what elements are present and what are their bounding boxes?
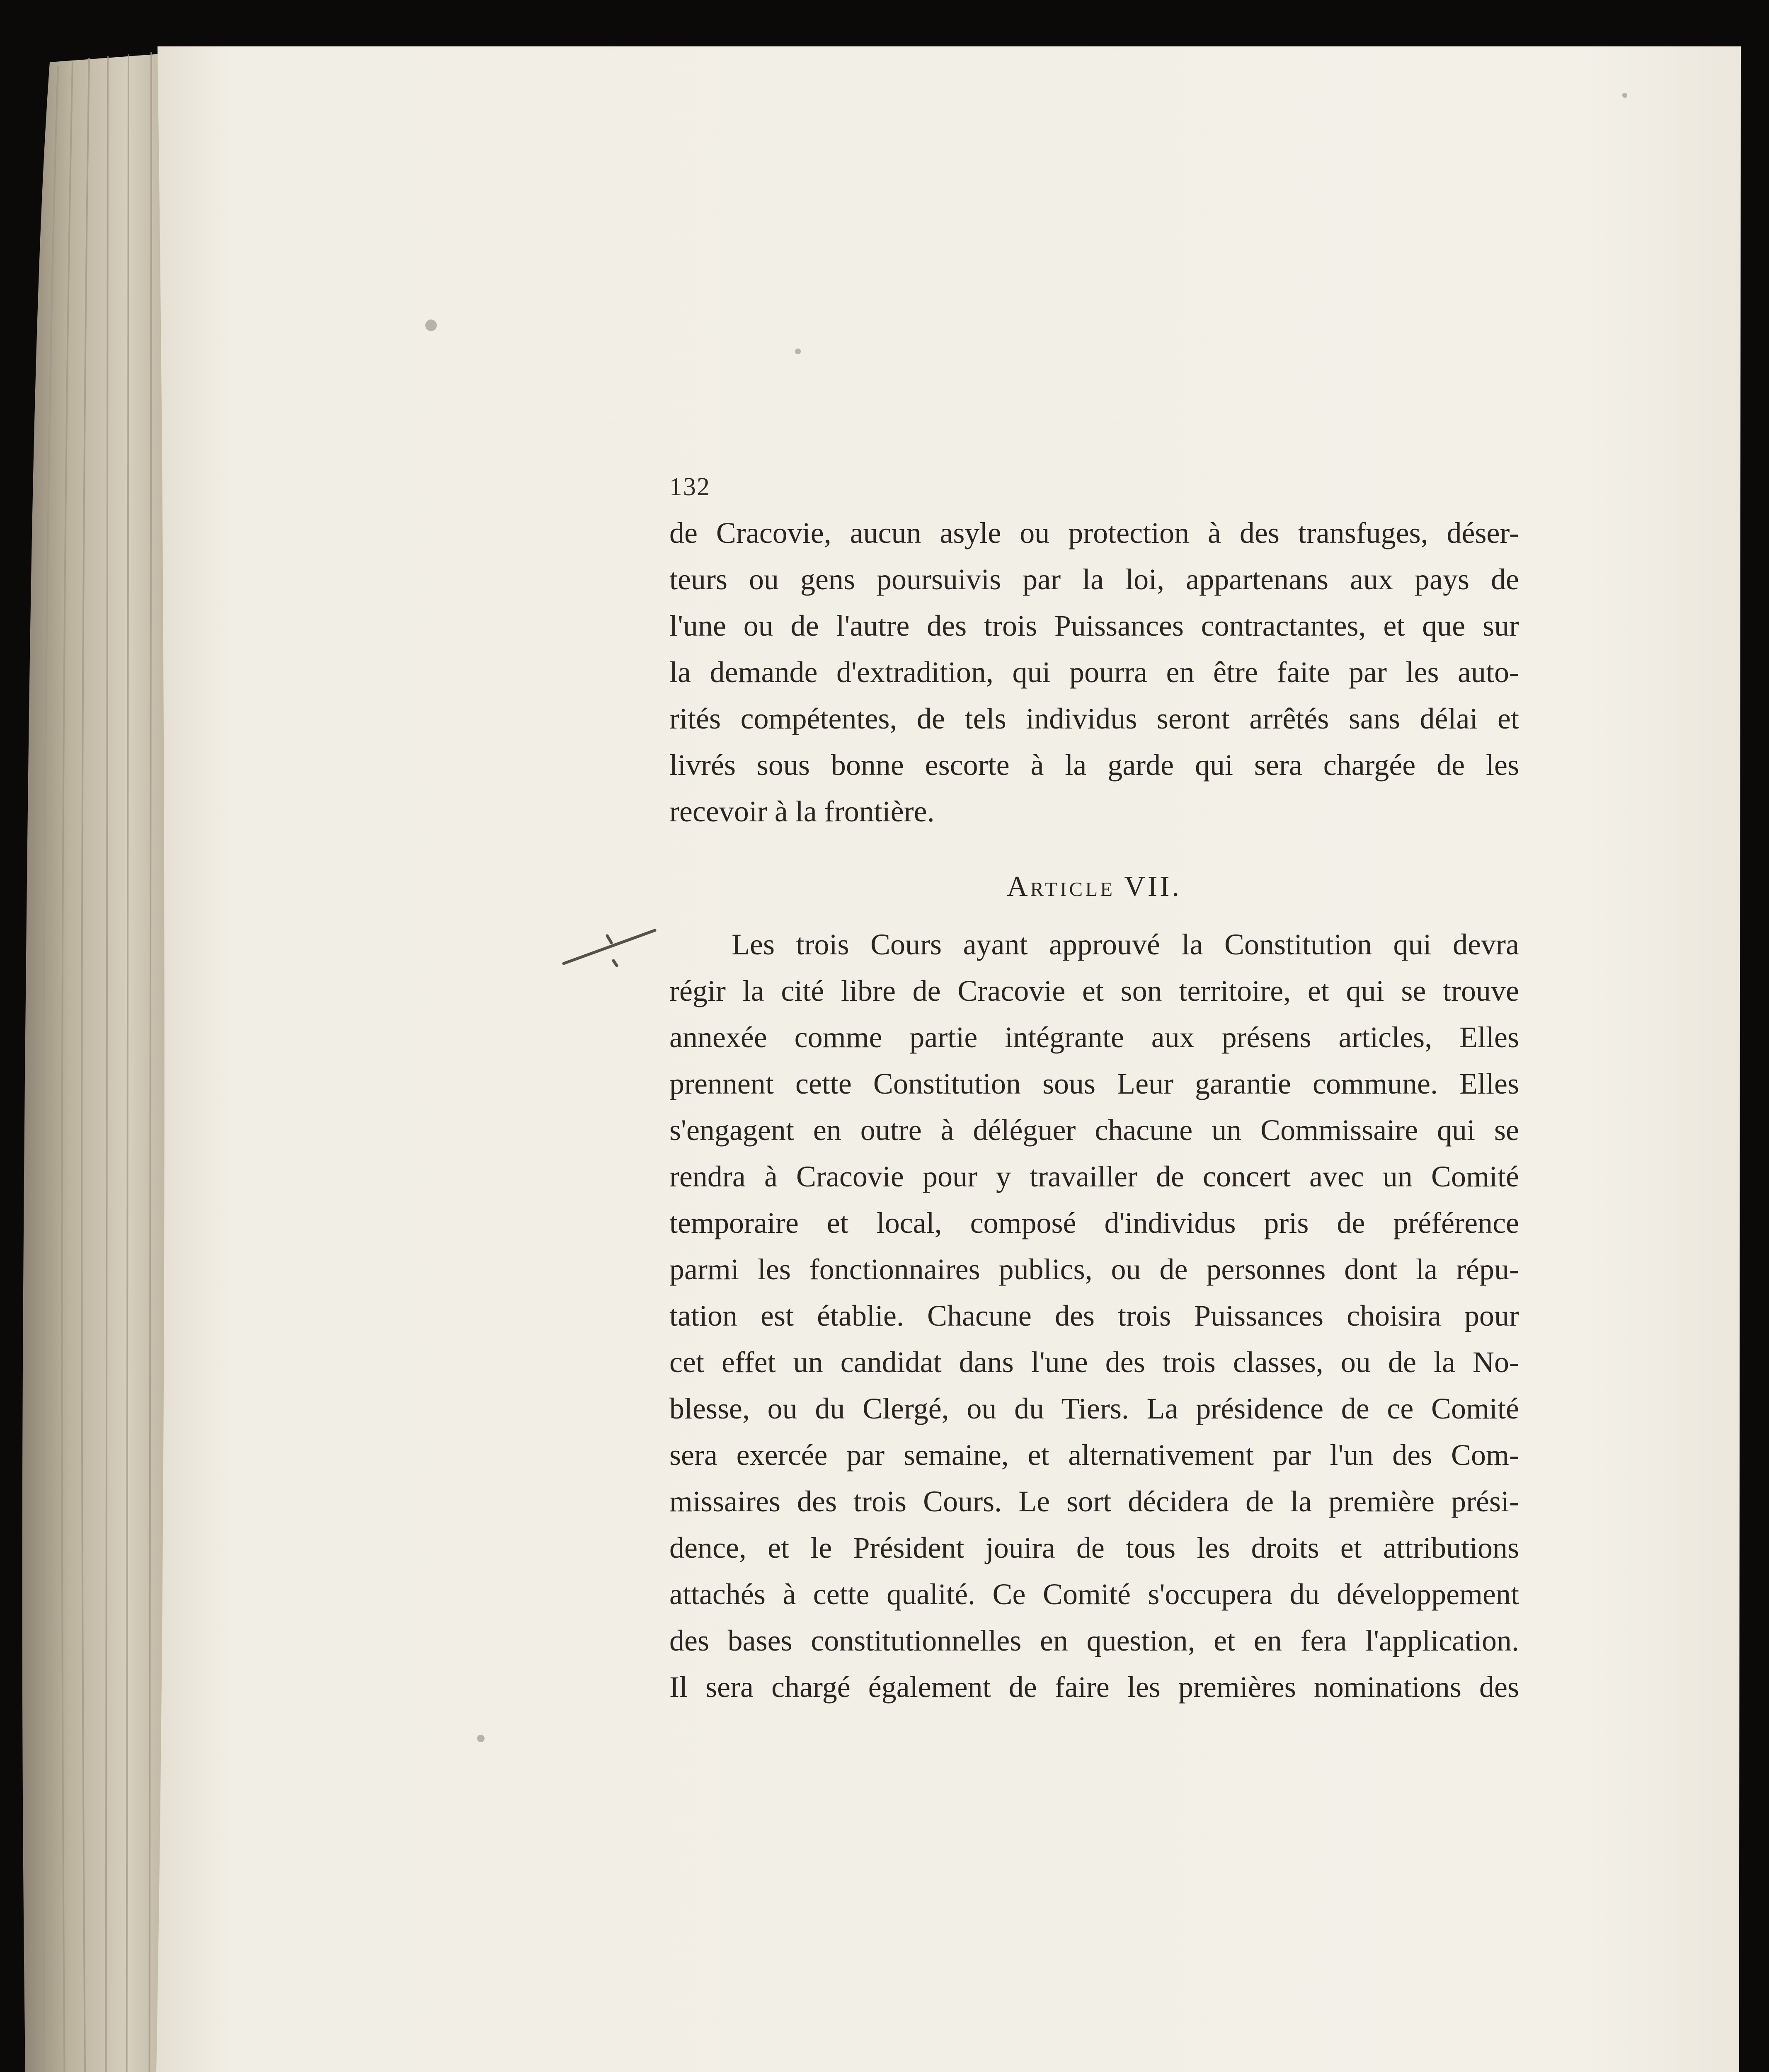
text-line: blesse, ou du Clergé, ou du Tiers. La présidence de ce Comité	[669, 1392, 1519, 1425]
text-line: cet effet un candidat dans l'une des trois classes, ou de la No-	[669, 1346, 1519, 1379]
text-line: de Cracovie, aucun asyle ou protection à des transfuges, déser-	[669, 516, 1519, 549]
text-line: recevoir à la frontière.	[669, 795, 935, 828]
text-line: teurs ou gens poursuivis par la loi, appartenans aux pays de	[669, 563, 1519, 596]
text-line: la demande d'extradition, qui pourra en être faite par les auto-	[669, 656, 1519, 689]
text-line: livrés sous bonne escorte à la garde qui sera chargée de les	[669, 748, 1519, 782]
text-line: parmi les fonctionnaires publics, ou de personnes dont la répu-	[669, 1253, 1519, 1286]
text-line: Les trois Cours ayant approuvé la Constitution qui devra	[732, 928, 1519, 961]
text-line: sera exercée par semaine, et alternativement par l'un des Com-	[669, 1438, 1519, 1472]
text-line: l'une ou de l'autre des trois Puissances contractantes, et que sur	[669, 609, 1519, 642]
text-line: temporaire et local, composé d'individus pris de préférence	[669, 1206, 1519, 1239]
text-line: prennent cette Constitution sous Leur garantie commune. Elles	[669, 1067, 1519, 1100]
text-line: Il sera chargé également de faire les premières nominations des	[669, 1670, 1519, 1704]
text-line: attachés à cette qualité. Ce Comité s'occupera du développement	[669, 1578, 1519, 1611]
paragraph-continued	[669, 510, 1519, 835]
text-line: rendra à Cracovie pour y travailler de concert avec un Comité	[669, 1160, 1519, 1193]
text-line: annexée comme partie intégrante aux présens articles, Elles	[669, 1021, 1519, 1054]
text-line: régir la cité libre de Cracovie et son territoire, et qui se trouve	[669, 974, 1519, 1007]
article-paragraph	[669, 921, 1519, 1710]
text-line: dence, et le Président jouira de tous les droits et attributions	[669, 1531, 1519, 1564]
text-line: tation est établie. Chacune des trois Puissances choisira pour	[669, 1299, 1519, 1332]
article-heading: Article VII.	[1007, 871, 1182, 903]
text-line: s'engagent en outre à déléguer chacune un Commissaire qui se	[669, 1113, 1519, 1147]
text-line: des bases constitutionnelles en question, et en fera l'application.	[669, 1624, 1519, 1657]
page-number: 132	[669, 473, 710, 501]
text-line: rités compétentes, de tels individus seront arrêtés sans délai et	[669, 702, 1519, 735]
text-line: missaires des trois Cours. Le sort décidera de la première prési-	[669, 1485, 1519, 1518]
